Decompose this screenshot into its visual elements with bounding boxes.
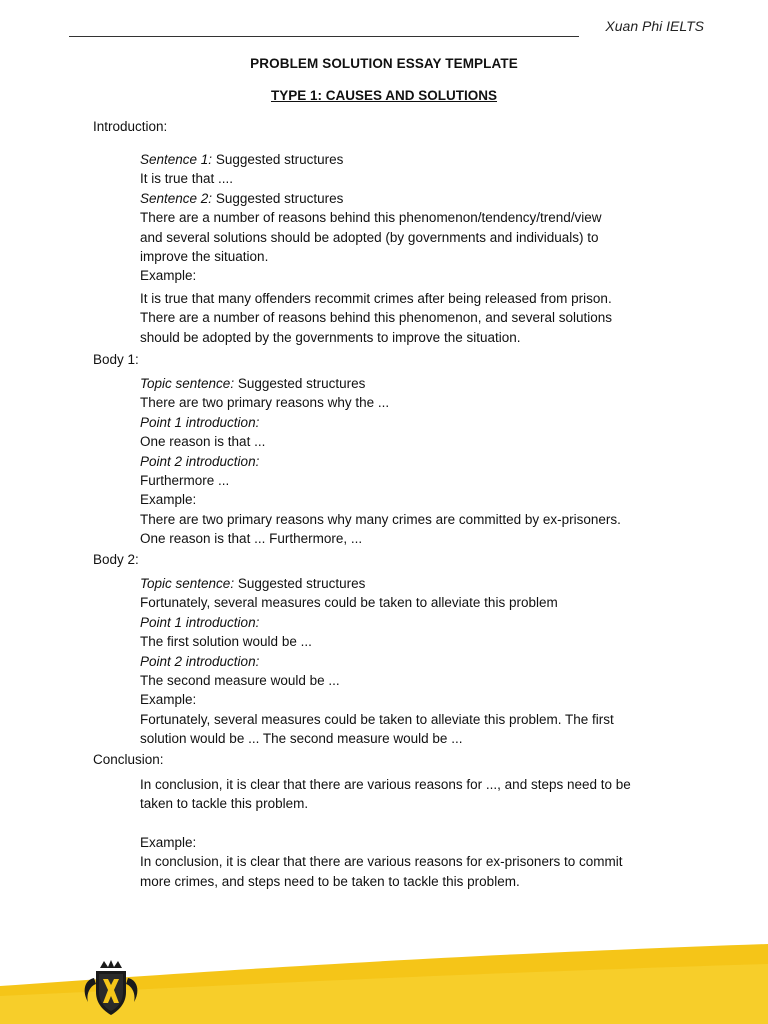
body2-example-label: Example: bbox=[140, 692, 197, 708]
conclusion-example-line: more crimes, and steps need to be taken to tackle this problem. bbox=[140, 873, 520, 889]
intro-example-line: should be adopted by the governments to improve the situation. bbox=[140, 329, 521, 345]
body2-label: Body 2: bbox=[93, 552, 139, 567]
body1-topic-label: Topic sentence: bbox=[140, 376, 235, 391]
body1-topic-rest: Suggested structures bbox=[234, 376, 366, 391]
body2-point2-label: Point 2 introduction: bbox=[140, 653, 260, 669]
body2-example-line: solution would be ... The second measure would be ... bbox=[140, 731, 463, 747]
intro-example-label: Example: bbox=[140, 268, 197, 284]
body1-point1-label: Point 1 introduction: bbox=[140, 414, 260, 430]
body2-block bbox=[140, 574, 705, 749]
intro-example-line: There are a number of reasons behind this phenomenon, and several solutions bbox=[140, 310, 613, 326]
intro-sentence2-line: There are a number of reasons behind this phenomenon/tendency/trend/view bbox=[140, 210, 602, 226]
intro-sentence2-heading bbox=[140, 189, 705, 208]
body1-example-line: There are two primary reasons why many crimes are committed by ex-prisoners. bbox=[140, 511, 621, 527]
body2-point2-text: The second measure would be ... bbox=[140, 673, 340, 689]
body2-topic-label: Topic sentence: bbox=[140, 576, 235, 591]
intro-sentence2-line: improve the situation. bbox=[140, 249, 269, 265]
body2-point1-label: Point 1 introduction: bbox=[140, 614, 260, 630]
conclusion-label: Conclusion: bbox=[93, 752, 164, 767]
body1-topic-heading bbox=[140, 374, 705, 393]
conclusion-text-line: taken to tackle this problem. bbox=[140, 796, 309, 812]
body2-topic-rest: Suggested structures bbox=[234, 576, 366, 591]
intro-sentence2-line: and several solutions should be adopted (by governments and individuals) to bbox=[140, 229, 599, 245]
conclusion-text-line: In conclusion, it is clear that there are various reasons for ..., and steps need to be bbox=[140, 777, 631, 792]
body1-label: Body 1: bbox=[93, 352, 139, 367]
body1-example-line: One reason is that ... Furthermore, ... bbox=[140, 531, 363, 547]
introduction-block bbox=[140, 150, 705, 347]
body1-point2-text: Furthermore ... bbox=[140, 473, 230, 489]
crest-logo-icon bbox=[80, 958, 142, 1018]
body2-point1-text: The first solution would be ... bbox=[140, 634, 312, 650]
document-title: PROBLEM SOLUTION ESSAY TEMPLATE bbox=[250, 56, 518, 71]
body1-block bbox=[140, 374, 705, 549]
intro-sentence1-text: It is true that .... bbox=[140, 171, 234, 187]
body2-topic-heading bbox=[140, 574, 705, 593]
intro-sentence2-rest: Suggested structures bbox=[212, 190, 344, 206]
header-rule bbox=[69, 36, 579, 37]
header-brand: Xuan Phi IELTS bbox=[605, 18, 704, 34]
conclusion-block bbox=[140, 775, 705, 891]
conclusion-spacer bbox=[140, 814, 705, 833]
body1-point2-label: Point 2 introduction: bbox=[140, 453, 260, 469]
conclusion-example-label: Example: bbox=[140, 834, 197, 850]
conclusion-example-line: In conclusion, it is clear that there are various reasons for ex-prisoners to commit bbox=[140, 854, 623, 870]
intro-sentence1-heading bbox=[140, 150, 705, 169]
intro-sentence2-label: Sentence 2: bbox=[140, 190, 213, 206]
intro-sentence1-label: Sentence 1: bbox=[140, 152, 213, 167]
body1-example-label: Example: bbox=[140, 492, 197, 508]
document-subtitle: TYPE 1: CAUSES AND SOLUTIONS bbox=[270, 88, 498, 103]
intro-example-line: It is true that many offenders recommit crimes after being released from prison. bbox=[140, 290, 612, 306]
introduction-label: Introduction: bbox=[93, 119, 168, 134]
body2-example-line: Fortunately, several measures could be taken to alleviate this problem. The first bbox=[140, 711, 614, 727]
body1-topic-text: There are two primary reasons why the ... bbox=[140, 395, 390, 411]
body2-topic-text: Fortunately, several measures could be taken to alleviate this problem bbox=[140, 595, 558, 611]
body1-point1-text: One reason is that ... bbox=[140, 434, 266, 450]
intro-sentence1-rest: Suggested structures bbox=[212, 152, 344, 167]
